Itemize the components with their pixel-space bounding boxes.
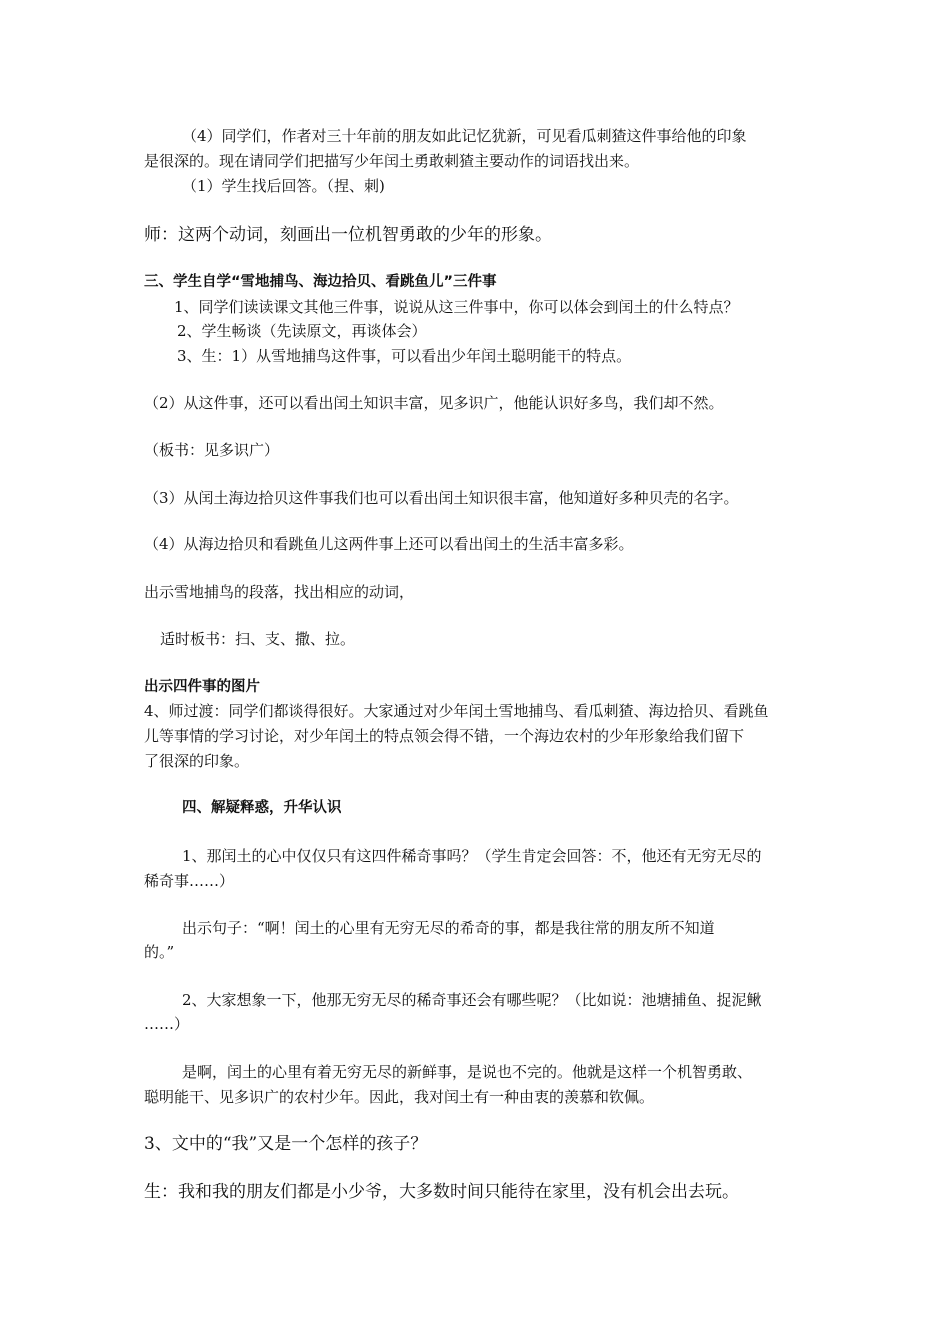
paragraph-line: （4）从海边拾贝和看跳鱼儿这两件事上还可以看出闰土的生活丰富多彩。 (144, 535, 634, 553)
paragraph-line: 师：这两个动词，刻画出一位机智勇敢的少年的形象。 (144, 225, 552, 245)
paragraph-line: 2、大家想象一下，他那无穷无尽的稀奇事还会有哪些呢？（比如说：池塘捕鱼、捉泥鳅 (182, 991, 762, 1009)
paragraph-line: （板书：见多识广） (144, 441, 280, 459)
section-heading: 出示四件事的图片 (144, 679, 260, 695)
paragraph-line: 稀奇事……） (144, 872, 235, 890)
paragraph-line: 1、那闰土的心中仅仅只有这四件稀奇事吗？（学生肯定会回答：不，他还有无穷无尽的 (182, 847, 762, 865)
paragraph-line: 3、生：1）从雪地捕鸟这件事，可以看出少年闰土聪明能干的特点。 (177, 347, 632, 365)
paragraph-line: 出示雪地捕鸟的段落，找出相应的动词， (144, 583, 415, 601)
section-heading: 三、学生自学“雪地捕鸟、海边拾贝、看跳鱼儿”三件事 (144, 274, 497, 290)
paragraph-line: 的。” (144, 943, 175, 961)
paragraph-line: 是啊，闰土的心里有着无穷无尽的新鲜事，是说也不完的。他就是这样一个机智勇敢、 (182, 1063, 753, 1081)
paragraph-line: （4）同学们，作者对三十年前的朋友如此记忆犹新，可见看瓜刺猹这件事给他的印象 (182, 127, 747, 145)
paragraph-line: 3、文中的“我”又是一个怎样的孩子？ (144, 1134, 428, 1154)
paragraph-line: （3）从闰土海边拾贝这件事我们也可以看出闰土知识很丰富，他知道好多种贝壳的名字。 (144, 489, 739, 507)
paragraph-line: 适时板书：扫、支、撒、拉。 (160, 630, 356, 648)
paragraph-line: 了很深的印象。 (144, 752, 250, 770)
section-heading: 四、解疑释惑，升华认识 (182, 800, 342, 816)
paragraph-line: ……） (144, 1015, 190, 1033)
paragraph-line: 儿等事情的学习讨论，对少年闰土的特点领会得不错，一个海边农村的少年形象给我们留下 (144, 727, 745, 745)
paragraph-line: （1）学生找后回答。（捏、刺) (182, 177, 385, 195)
paragraph-line: 聪明能干、见多识广的农村少年。因此，我对闰土有一种由衷的羡慕和钦佩。 (144, 1088, 655, 1106)
paragraph-line: 出示句子：“啊！闰土的心里有无穷无尽的希奇的事，都是我往常的朋友所不知道 (182, 919, 715, 937)
paragraph-line: 4、师过渡：同学们都谈得很好。大家通过对少年闰土雪地捕鸟、看瓜刺猹、海边拾贝、看跳鱼 (144, 702, 769, 720)
paragraph-line: 1、同学们读读课文其他三件事，说说从这三件事中，你可以体会到闰土的什么特点？ (174, 298, 739, 316)
paragraph-line: 2、学生畅谈（先读原文，再谈体会） (177, 322, 427, 340)
paragraph-line: （2）从这件事，还可以看出闰土知识丰富，见多识广，他能认识好多鸟，我们却不然。 (144, 394, 724, 412)
paragraph-line: 是很深的。现在请同学们把描写少年闰土勇敢刺猹主要动作的词语找出来。 (144, 152, 640, 170)
paragraph-line: 生：我和我的朋友们都是小少爷，大多数时间只能待在家里，没有机会出去玩。 (144, 1182, 739, 1202)
